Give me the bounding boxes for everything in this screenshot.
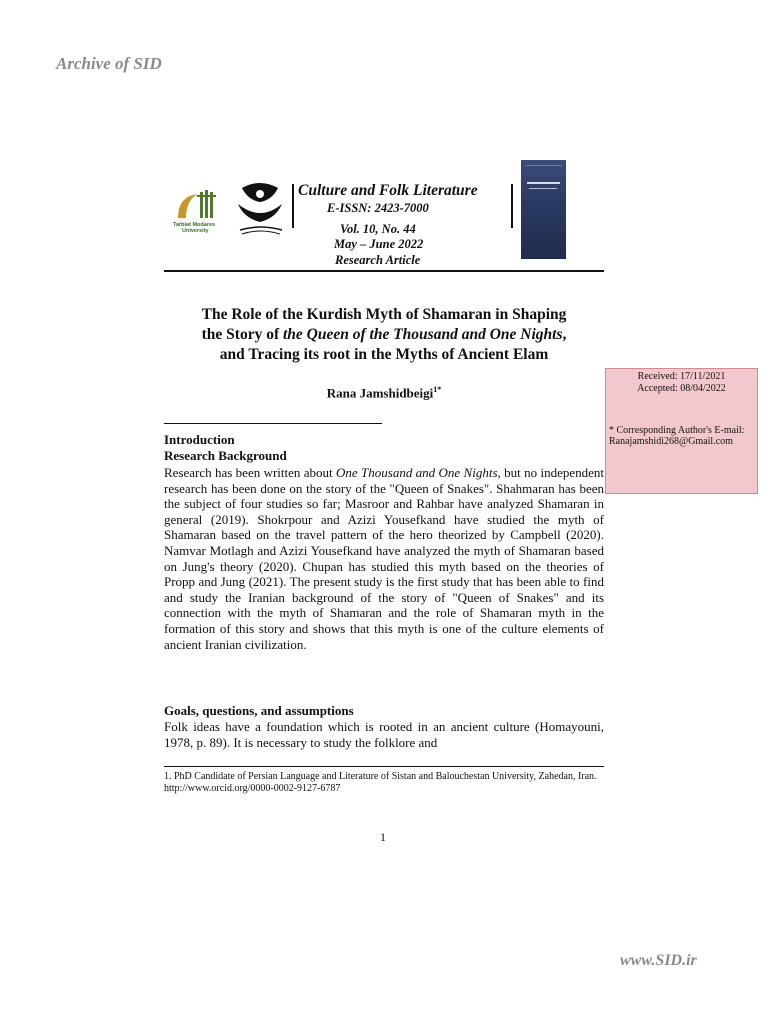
- received-date: Received: 17/11/2021: [637, 371, 726, 382]
- article-title: [164, 305, 604, 365]
- paragraph-research-background: Research has been written about One Thousand and One Nights, but no independent research has been done on the story of the "Queen of Snakes". Shahmaran has been the subject of four studies so far; Masroor and Rahbar have analyzed Shamaran in general (2019). Shokrpour and Azizi Yousefkand have studied the myth of Shamaran based on the travel pattern of the hero theorized by Campbell (2020). Namvar Motlagh and Azizi Yousefkand have analyzed the myth of Shamaran based on Jung's theory (2020). Chupan has studied this myth based on the theories of Propp and Jung (2021). The present study is the first study that has been able to find and study the Iranian background of the story of "Queen of Snakes" and its connection with the myth of Shamaran and the role of Shamaran myth in the formation of this story and shows that this myth is one of the culture elements of ancient Iranian civilization.: [164, 465, 604, 652]
- footnote-affiliation: 1. PhD Candidate of Persian Language and Literature of Sistan and Balouchestan University, Zahedan, Iran.: [164, 771, 597, 782]
- page-number: 1: [380, 830, 386, 844]
- sid-url-watermark: www.SID.ir: [620, 952, 697, 969]
- author-name: Rana Jamshidbeigi$^{1*}$: [326, 385, 442, 401]
- journal-cover-thumbnail: [521, 160, 566, 259]
- header-divider-right: [511, 184, 513, 228]
- corresponding-author-label: * Corresponding Author's E-mail:: [609, 425, 745, 436]
- logo-caption-2: University: [182, 228, 209, 234]
- heading-research-background: Research Background: [164, 448, 287, 463]
- heading-goals: Goals, questions, and assumptions: [164, 703, 354, 718]
- title-line-1: The Role of the Kurdish Myth of Shamaran in Shaping: [201, 306, 567, 323]
- accepted-date: Accepted: 08/04/2022: [637, 383, 726, 394]
- footnote-orcid-link[interactable]: http://www.orcid.org/0000-0002-9127-6787: [164, 783, 341, 794]
- header-rule: [164, 270, 604, 272]
- corresponding-email[interactable]: Ranajamshidi268@Gmail.com: [609, 436, 733, 447]
- title-line-2: the Story of the Queen of the Thousand and One Nights,: [201, 326, 567, 343]
- footnote: [164, 771, 604, 795]
- header-divider-left: [292, 184, 294, 228]
- author-rule: [164, 423, 382, 424]
- article-info-box: [605, 368, 758, 494]
- heading-introduction: Introduction: [164, 432, 235, 447]
- logo-caption-1: Tarbiat Modares: [173, 222, 216, 228]
- tarbiat-modares-university-logo: [172, 182, 224, 234]
- article-type: Research Article: [335, 253, 421, 267]
- journal-title: Culture and Folk Literature: [298, 182, 478, 199]
- society-logo: [232, 178, 288, 238]
- volume-number: Vol. 10, No. 44: [340, 222, 416, 236]
- paragraph-goals: Folk ideas have a foundation which is rooted in an ancient culture (Homayouni, 1978, p. 89). It is necessary to study the folklore and: [164, 719, 604, 750]
- footnote-rule: [164, 766, 604, 767]
- archive-watermark: Archive of SID: [56, 54, 162, 73]
- eissn: E-ISSN: 2423-7000: [327, 201, 429, 215]
- issue-date: May – June 2022: [334, 237, 424, 251]
- title-line-3: and Tracing its root in the Myths of Ancient Elam: [219, 346, 549, 363]
